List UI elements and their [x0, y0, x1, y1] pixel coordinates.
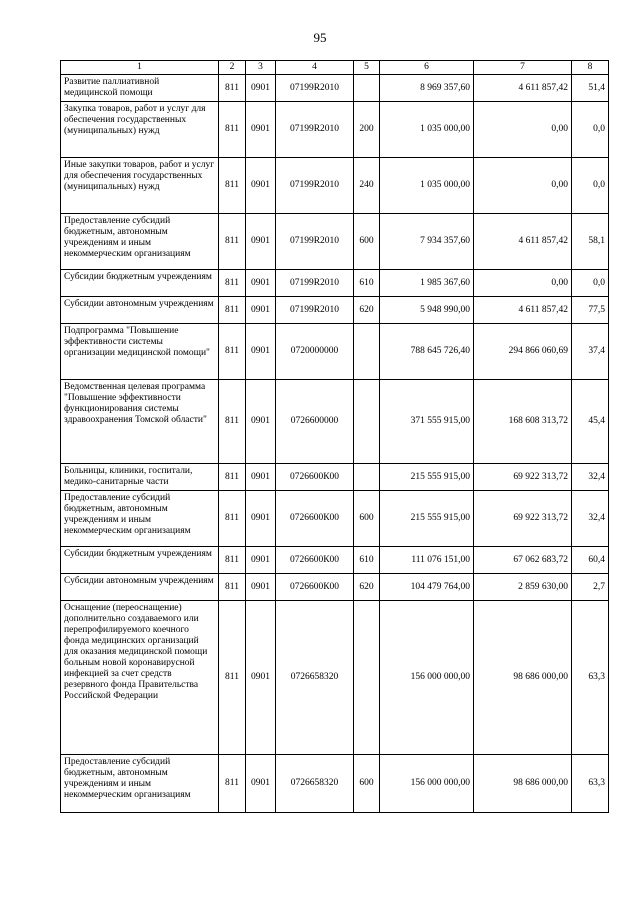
- planned-amount: 7 934 357,60: [380, 214, 474, 270]
- admin-code: 811: [219, 380, 246, 464]
- target-code: 0726658320: [276, 755, 354, 813]
- item-name: Подпрограмма "Повышение эффективности системы организации медицинской помощи": [61, 324, 219, 380]
- executed-amount: 0,00: [474, 270, 572, 297]
- section-code: 0901: [246, 547, 276, 574]
- table-row: [61, 297, 609, 324]
- executed-amount: 4 611 857,42: [474, 297, 572, 324]
- section-code: 0901: [246, 214, 276, 270]
- admin-code: 811: [219, 158, 246, 214]
- planned-amount: 1 985 367,60: [380, 270, 474, 297]
- admin-code: 811: [219, 601, 246, 755]
- table-row: [61, 324, 609, 380]
- item-name: Оснащение (переоснащение) дополнительно создаваемого или перепрофилируемого коечного фонда медицинских организаций для оказания медицинской помощи больным новой коронавирусной инфекцией за счет средств резервного фонда Правительства Российской Федерации: [61, 601, 219, 755]
- planned-amount: 1 035 000,00: [380, 158, 474, 214]
- execution-percent: 2,7: [572, 574, 609, 601]
- admin-code: 811: [219, 324, 246, 380]
- target-code: 0726600К00: [276, 574, 354, 601]
- expense-type: 600: [354, 214, 380, 270]
- execution-percent: 63,3: [572, 601, 609, 755]
- table-row: [61, 75, 609, 102]
- execution-percent: 58,1: [572, 214, 609, 270]
- item-name: Субсидии автономным учреждениям: [61, 574, 219, 601]
- executed-amount: 69 922 313,72: [474, 491, 572, 547]
- expense-type: 600: [354, 755, 380, 813]
- expense-type: 620: [354, 574, 380, 601]
- header-cell: 1: [61, 61, 219, 75]
- header-cell: 3: [246, 61, 276, 75]
- expense-type: [354, 601, 380, 755]
- executed-amount: 4 611 857,42: [474, 75, 572, 102]
- admin-code: 811: [219, 547, 246, 574]
- target-code: 07199R2010: [276, 270, 354, 297]
- planned-amount: 5 948 990,00: [380, 297, 474, 324]
- planned-amount: 156 000 000,00: [380, 601, 474, 755]
- expense-type: 240: [354, 158, 380, 214]
- admin-code: 811: [219, 491, 246, 547]
- execution-percent: 51,4: [572, 75, 609, 102]
- table-row: [61, 491, 609, 547]
- target-code: 07199R2010: [276, 214, 354, 270]
- executed-amount: 69 922 313,72: [474, 464, 572, 491]
- item-name: Предоставление субсидий бюджетным, автономным учреждениям и иным некоммерческим организациям: [61, 214, 219, 270]
- expense-type: [354, 464, 380, 491]
- planned-amount: 8 969 357,60: [380, 75, 474, 102]
- expense-type: 600: [354, 491, 380, 547]
- planned-amount: 111 076 151,00: [380, 547, 474, 574]
- item-name: Предоставление субсидий бюджетным, автономным учреждениям и иным некоммерческим организациям: [61, 491, 219, 547]
- planned-amount: 1 035 000,00: [380, 102, 474, 158]
- target-code: 07199R2010: [276, 75, 354, 102]
- item-name: Субсидии автономным учреждениям: [61, 297, 219, 324]
- item-name: Иные закупки товаров, работ и услуг для обеспечения государственных (муниципальных) нужд: [61, 158, 219, 214]
- admin-code: 811: [219, 574, 246, 601]
- execution-percent: 32,4: [572, 491, 609, 547]
- admin-code: 811: [219, 464, 246, 491]
- target-code: 0726600К00: [276, 464, 354, 491]
- table-row: [61, 158, 609, 214]
- header-cell: 6: [380, 61, 474, 75]
- planned-amount: 215 555 915,00: [380, 491, 474, 547]
- execution-percent: 0,0: [572, 270, 609, 297]
- target-code: 0726600000: [276, 380, 354, 464]
- table-row: [61, 601, 609, 755]
- admin-code: 811: [219, 75, 246, 102]
- executed-amount: 294 866 060,69: [474, 324, 572, 380]
- target-code: 07199R2010: [276, 102, 354, 158]
- section-code: 0901: [246, 102, 276, 158]
- admin-code: 811: [219, 297, 246, 324]
- expense-type: 610: [354, 270, 380, 297]
- expense-type: [354, 324, 380, 380]
- executed-amount: 168 608 313,72: [474, 380, 572, 464]
- target-code: 0726600К00: [276, 491, 354, 547]
- table-row: [61, 547, 609, 574]
- planned-amount: 788 645 726,40: [380, 324, 474, 380]
- item-name: Предоставление субсидий бюджетным, автономным учреждениям и иным некоммерческим организациям: [61, 755, 219, 813]
- section-code: 0901: [246, 755, 276, 813]
- executed-amount: 98 686 000,00: [474, 755, 572, 813]
- section-code: 0901: [246, 491, 276, 547]
- executed-amount: 98 686 000,00: [474, 601, 572, 755]
- item-name: Больницы, клиники, госпитали, медико-санитарные части: [61, 464, 219, 491]
- target-code: 0726600К00: [276, 547, 354, 574]
- execution-percent: 60,4: [572, 547, 609, 574]
- section-code: 0901: [246, 75, 276, 102]
- header-cell: 7: [474, 61, 572, 75]
- header-cell: 5: [354, 61, 380, 75]
- expense-type: 620: [354, 297, 380, 324]
- executed-amount: 4 611 857,42: [474, 214, 572, 270]
- expense-type: [354, 75, 380, 102]
- table-row: [61, 214, 609, 270]
- header-row: [61, 61, 609, 75]
- execution-percent: 37,4: [572, 324, 609, 380]
- header-cell: 4: [276, 61, 354, 75]
- item-name: Субсидии бюджетным учреждениям: [61, 547, 219, 574]
- planned-amount: 215 555 915,00: [380, 464, 474, 491]
- budget-table: [60, 60, 609, 813]
- section-code: 0901: [246, 270, 276, 297]
- expense-type: [354, 380, 380, 464]
- table-row: [61, 574, 609, 601]
- execution-percent: 0,0: [572, 158, 609, 214]
- item-name: Субсидии бюджетным учреждениям: [61, 270, 219, 297]
- admin-code: 811: [219, 755, 246, 813]
- section-code: 0901: [246, 380, 276, 464]
- section-code: 0901: [246, 464, 276, 491]
- target-code: 0720000000: [276, 324, 354, 380]
- planned-amount: 371 555 915,00: [380, 380, 474, 464]
- execution-percent: 63,3: [572, 755, 609, 813]
- execution-percent: 32,4: [572, 464, 609, 491]
- item-name: Развитие паллиативной медицинской помощи: [61, 75, 219, 102]
- target-code: 07199R2010: [276, 158, 354, 214]
- executed-amount: 0,00: [474, 102, 572, 158]
- admin-code: 811: [219, 270, 246, 297]
- execution-percent: 77,5: [572, 297, 609, 324]
- section-code: 0901: [246, 324, 276, 380]
- target-code: 0726658320: [276, 601, 354, 755]
- section-code: 0901: [246, 297, 276, 324]
- table-row: [61, 464, 609, 491]
- table-row: [61, 102, 609, 158]
- section-code: 0901: [246, 601, 276, 755]
- table-row: [61, 380, 609, 464]
- executed-amount: 67 062 683,72: [474, 547, 572, 574]
- table-row: [61, 755, 609, 813]
- header-cell: 8: [572, 61, 609, 75]
- page-number: 95: [313, 30, 327, 45]
- target-code: 07199R2010: [276, 297, 354, 324]
- admin-code: 811: [219, 102, 246, 158]
- section-code: 0901: [246, 158, 276, 214]
- item-name: Ведомственная целевая программа "Повышение эффективности функционирования системы здравоохранения Томской области": [61, 380, 219, 464]
- item-name: Закупка товаров, работ и услуг для обеспечения государственных (муниципальных) нужд: [61, 102, 219, 158]
- header-cell: 2: [219, 61, 246, 75]
- expense-type: 610: [354, 547, 380, 574]
- admin-code: 811: [219, 214, 246, 270]
- section-code: 0901: [246, 574, 276, 601]
- executed-amount: 2 859 630,00: [474, 574, 572, 601]
- executed-amount: 0,00: [474, 158, 572, 214]
- execution-percent: 45,4: [572, 380, 609, 464]
- planned-amount: 104 479 764,00: [380, 574, 474, 601]
- expense-type: 200: [354, 102, 380, 158]
- planned-amount: 156 000 000,00: [380, 755, 474, 813]
- table-row: [61, 270, 609, 297]
- execution-percent: 0,0: [572, 102, 609, 158]
